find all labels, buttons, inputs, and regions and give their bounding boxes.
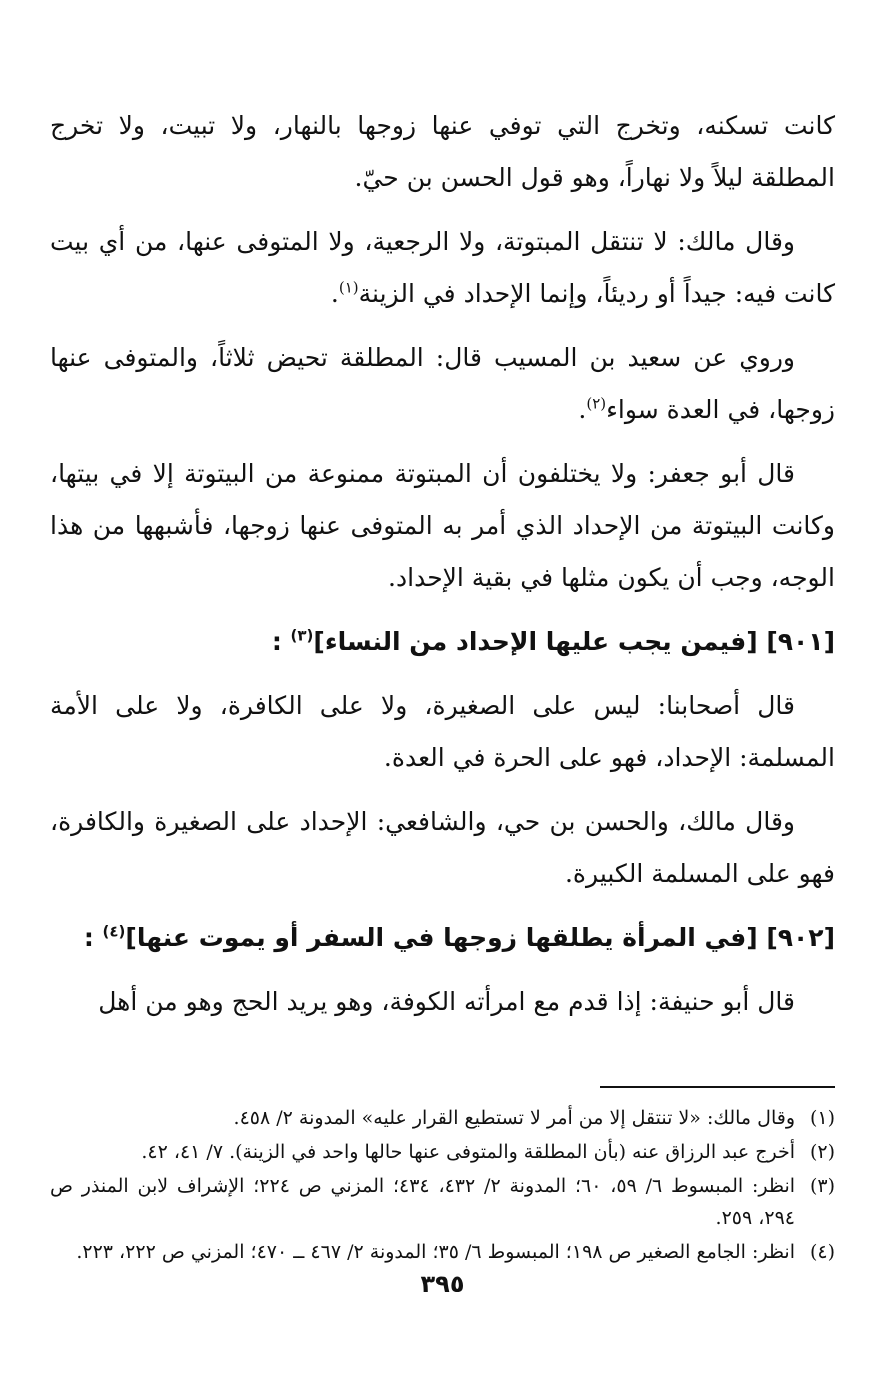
paragraph-text: قال أبو حنيفة: إذا قدم مع امرأته الكوفة، وهو يريد الحج وهو من أهل [98, 987, 795, 1016]
footnote-item [50, 1170, 835, 1234]
footnote-ref[interactable]: (٣) [290, 626, 314, 645]
footnote-item [50, 1102, 835, 1134]
heading-colon: : [83, 923, 103, 952]
footnote-text: انظر: المبسوط ٦/ ٥٩، ٦٠؛ المدونة ٢/ ٤٣٢، ٤٣٤؛ المزني ص ٢٢٤؛ الإشراف لابن المنذر ص ٢٩٤، ٢٥٩. [50, 1175, 796, 1229]
paragraph-text: كانت تسكنه، وتخرج التي توفي عنها زوجها بالنهار، ولا تبيت، ولا تخرج المطلقة ليلاً ولا نهاراً، وهو قول الحسن بن حيّ. [50, 111, 835, 192]
footnote-ref[interactable]: (٤) [102, 922, 126, 941]
paragraph-ashabuna [50, 680, 835, 784]
footnote-number: (٣) [809, 1175, 835, 1197]
footnote-text: انظر: الجامع الصغير ص ١٩٨؛ المبسوط ٦/ ٣٥؛ المدونة ٢/ ٤٦٧ ــ ٤٧٠؛ المزني ص ٢٢٢، ٢٢٣. [76, 1241, 795, 1263]
section-heading-901 [50, 616, 835, 668]
paragraph-malik-shafii [50, 796, 835, 900]
paragraph-tail: . [578, 395, 587, 424]
heading-text: [٩٠١] [فيمن يجب عليها الإحداد من النساء] [313, 627, 835, 656]
footnote-separator [600, 1086, 835, 1088]
paragraph-ibn-musayyib [50, 332, 835, 436]
footnote-item [50, 1236, 835, 1268]
footnote-ref[interactable]: (١) [338, 278, 359, 297]
footnote-item [50, 1136, 835, 1168]
paragraph-text: وقال مالك، والحسن بن حي، والشافعي: الإحداد على الصغيرة والكافرة، فهو على المسلمة الكبيرة. [50, 807, 835, 888]
paragraph-abu-hanifa [50, 976, 835, 1028]
footnote-text: أخرج عبد الرزاق عنه (بأن المطلقة والمتوفى عنها حالها واحد في الزينة). ٧/ ٤١، ٤٢. [141, 1141, 795, 1163]
paragraph-text: وقال مالك: لا تنتقل المبتوتة، ولا الرجعية، ولا المتوفى عنها، من أي بيت كانت فيه: جيداً أو رديئاً، وإنما الإحداد في الزينة [50, 227, 835, 308]
footnote-text: وقال مالك: «لا تنتقل إلا من أمر لا تستطيع القرار عليه» المدونة ٢/ ٤٥٨. [233, 1107, 795, 1129]
page-number: ٣٩٥ [420, 1270, 465, 1298]
footnotes [50, 1102, 835, 1268]
paragraph-tail: . [330, 279, 339, 308]
paragraph-text: وروي عن سعيد بن المسيب قال: المطلقة تحيض ثلاثاً، والمتوفى عنها زوجها، في العدة سواء [50, 343, 835, 424]
paragraph-text: قال أبو جعفر: ولا يختلفون أن المبتوتة ممنوعة من البيتوتة إلا في بيتها، وكانت البيتوتة من الإحداد الذي أمر به المتوفى عنها زوجها، فأشبهها من هذا الوجه، وجب أن يكون مثلها في بقية الإحداد. [50, 459, 835, 592]
paragraph-continuation [50, 100, 835, 204]
heading-text: [٩٠٢] [في المرأة يطلقها زوجها في السفر أو يموت عنها] [125, 923, 835, 952]
footnote-number: (٤) [809, 1241, 835, 1263]
section-heading-902 [50, 912, 835, 964]
paragraph-malik [50, 216, 835, 320]
footnote-number: (٢) [809, 1141, 835, 1163]
paragraph-text: قال أصحابنا: ليس على الصغيرة، ولا على الكافرة، ولا على الأمة المسلمة: الإحداد، فهو على الحرة في العدة. [50, 691, 835, 772]
footnote-ref[interactable]: (٢) [586, 394, 607, 413]
heading-colon: : [271, 627, 291, 656]
paragraph-abu-jafar [50, 448, 835, 604]
footnote-number: (١) [809, 1107, 835, 1129]
